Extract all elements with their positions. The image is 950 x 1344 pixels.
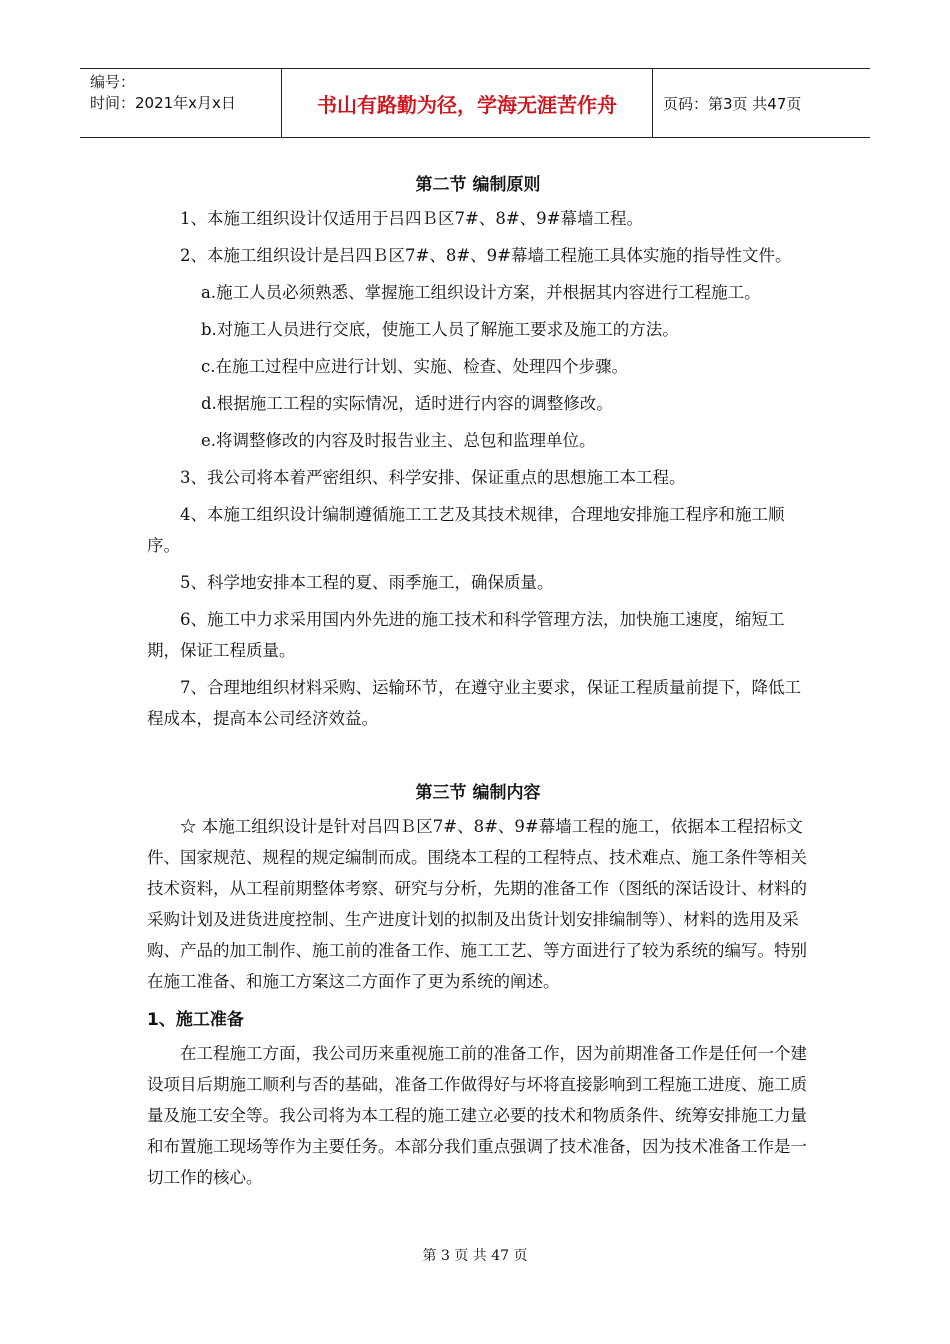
page-footer: 第 3 页 共 47 页: [422, 1248, 528, 1264]
header-meta: [80, 69, 281, 137]
section-2-title: 第二节 编制原则: [415, 175, 541, 195]
header-motto: 书山有路勤为径，学海无涯苦作舟: [317, 92, 617, 117]
principle-2b: b.对施工人员进行交底，使施工人员了解施工要求及施工的方法。: [201, 320, 679, 339]
document-body: [147, 170, 809, 1193]
section-3-intro: ☆ 本施工组织设计是针对吕四Ｂ区7#、8#、9#幕墙工程的施工，依据本工程招标文件、国家规范、规程的规定编制而成。围绕本工程的工程特点、技术难点、施工条件等相关技术资料，从工程前期整体考察、研究与分析，先期的准备工作（图纸的深话设计、材料的采购计划及进货进度控制、生产进度计划的拟制及出货计划安排编制等）、材料的选用及采购、产品的加工制作、施工前的准备工作、施工工艺、等方面进行了较为系统的编写。特别在施工准备、和施工方案这二方面作了更为系统的阐述。: [147, 817, 807, 991]
subsection-heading: 1、施工准备: [147, 1010, 244, 1030]
principle-2: 2、本施工组织设计是吕四Ｂ区7#、8#、9#幕墙工程施工具体实施的指导性文件。: [180, 246, 792, 265]
principle-2c: c.在施工过程中应进行计划、实施、检查、处理四个步骤。: [201, 357, 628, 376]
principle-3: 3、我公司将本着严密组织、科学安排、保证重点的思想施工本工程。: [180, 468, 686, 487]
principle-1: 1、本施工组织设计仅适用于吕四Ｂ区7#、8#、9#幕墙工程。: [180, 209, 643, 228]
section-3-title: 第三节 编制内容: [415, 783, 541, 803]
principle-2a: a.施工人员必须熟悉、掌握施工组织设计方案，并根据其内容进行工程施工。: [201, 283, 761, 302]
document-date: 时间：2021年x月x日: [90, 94, 236, 112]
principle-7: 7、合理地组织材料采购、运输环节，在遵守业主要求，保证工程质量前提下，降低工程成本，提高本公司经济效益。: [147, 678, 801, 728]
header-page-info: 页码：第3页 共47页: [663, 94, 802, 113]
principle-5: 5、科学地安排本工程的夏、雨季施工，确保质量。: [180, 573, 554, 592]
header-motto-cell: [281, 69, 653, 137]
principle-4: 4、本施工组织设计编制遵循施工工艺及其技术规律，合理地安排施工程序和施工顺序。: [147, 505, 785, 555]
principle-2e: e.将调整修改的内容及时报告业主、总包和监理单位。: [201, 431, 596, 450]
document-number-label: 编号：: [90, 73, 136, 91]
page-header: [80, 68, 870, 138]
principle-2d: d.根据施工工程的实际情况，适时进行内容的调整修改。: [201, 394, 613, 413]
principle-6: 6、施工中力求采用国内外先进的施工技术和科学管理方法，加快施工速度，缩短工期，保证工程质量。: [147, 610, 785, 660]
subsection-paragraph: 在工程施工方面，我公司历来重视施工前的准备工作，因为前期准备工作是任何一个建设项目后期施工顺利与否的基础，准备工作做得好与坏将直接影响到工程施工进度、施工质量及施工安全等。我公司将为本工程的施工建立必要的技术和物质条件、统筹安排施工力量和布置施工现场等作为主要任务。本部分我们重点强调了技术准备，因为技术准备工作是一切工作的核心。: [147, 1044, 807, 1187]
